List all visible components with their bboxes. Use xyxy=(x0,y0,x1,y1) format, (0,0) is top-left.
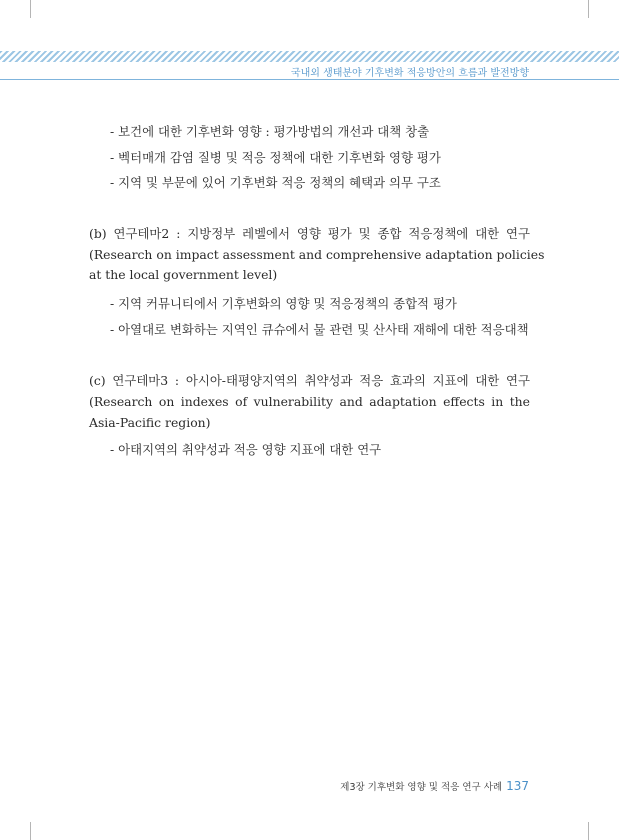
running-header-title: 국내외 생태분야 기후변화 적응방안의 흐름과 발전방향 xyxy=(290,68,529,79)
crop-mark-bottom-right xyxy=(588,822,589,840)
list-item: - 지역 및 부문에 있어 기후변화 적응 정책의 혜택과 의무 구조 xyxy=(110,175,441,190)
theme-c-english-line-1: (Research on indexes of vulnerability and adaptation effects in the xyxy=(89,394,530,409)
crop-mark-bottom-left xyxy=(30,822,31,840)
list-item: - 보건에 대한 기후변화 영향 : 평가방법의 개선과 대책 창출 xyxy=(110,124,430,139)
theme-b-english-line-1: (Research on impact assessment and comprehensive adaptation policies xyxy=(89,247,545,262)
crop-mark-top-left xyxy=(30,0,31,18)
theme-b-english-line-2: at the local government level) xyxy=(89,267,278,282)
list-item: - 지역 커뮤니티에서 기후변화의 영향 및 적응정책의 종합적 평가 xyxy=(110,296,457,311)
theme-c-english-line-2: Asia-Pacific region) xyxy=(89,415,211,430)
list-item: - 아태지역의 취약성과 적응 영향 지표에 대한 연구 xyxy=(110,442,382,457)
page-number: 137 xyxy=(506,779,529,793)
theme-b-heading: (b) 연구테마2 : 지방정부 레벨에서 영향 평가 및 종합 적응정책에 대한 연구 xyxy=(89,226,530,241)
footer-chapter-label: 제3장 기후변화 영향 및 적응 연구 사례 xyxy=(340,782,503,793)
list-item: - 벡터매개 감염 질병 및 적응 정책에 대한 기후변화 영향 평가 xyxy=(110,150,441,165)
crop-mark-top-right xyxy=(588,0,589,18)
theme-c-heading: (c) 연구테마3 : 아시아-태평양지역의 취약성과 적응 효과의 지표에 대한 연구 xyxy=(89,373,530,388)
header-divider xyxy=(0,79,619,80)
header-hatch-band xyxy=(0,51,619,62)
page-footer xyxy=(340,779,529,793)
list-item: - 아열대로 변화하는 지역인 큐슈에서 물 관련 및 산사태 재해에 대한 적응대책 xyxy=(110,322,529,337)
